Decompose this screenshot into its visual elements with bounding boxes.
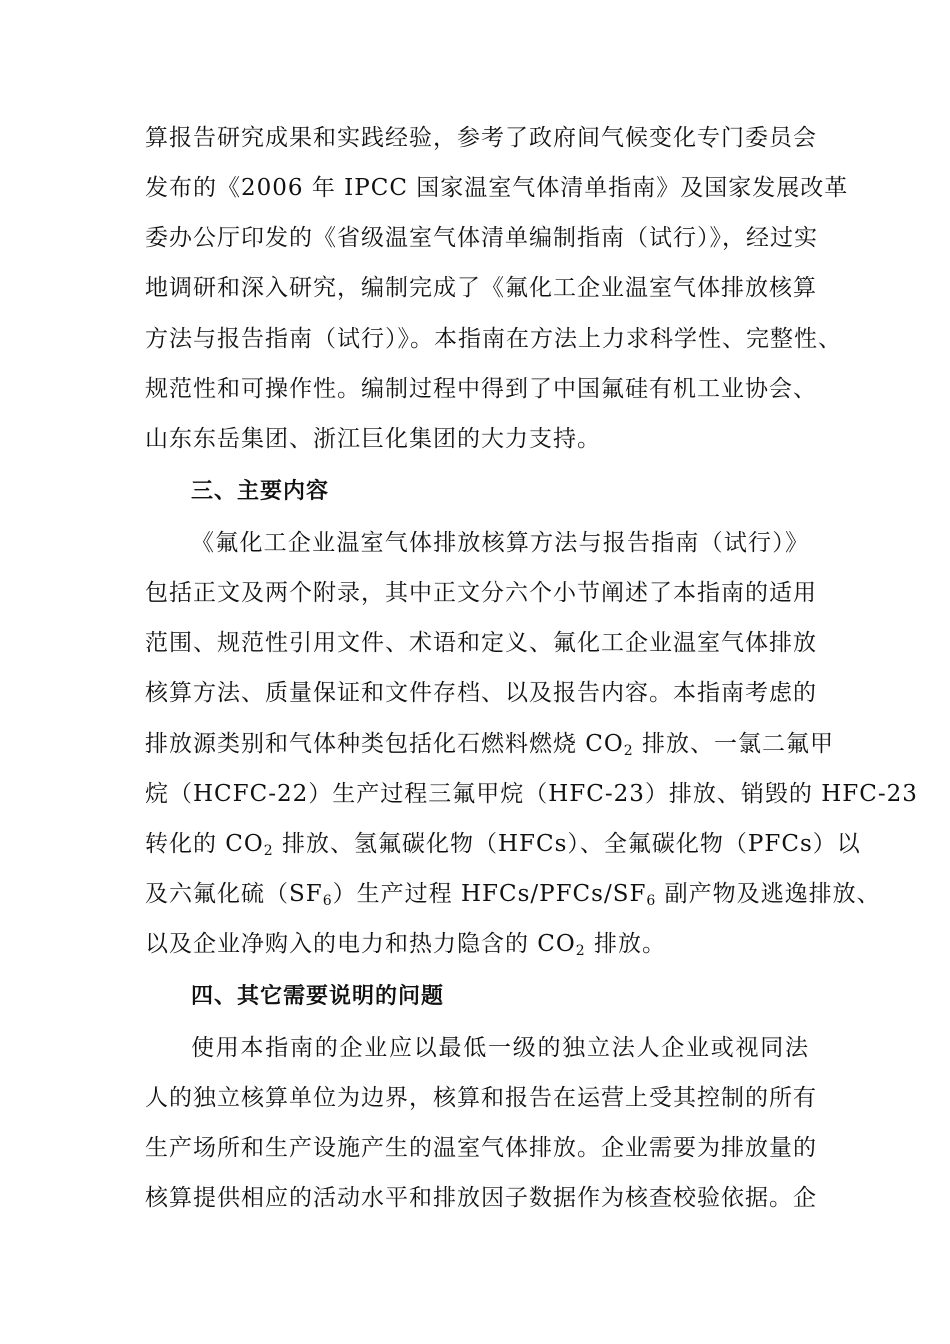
subscript: 2 [623, 743, 634, 759]
text-segment: 排放、一氯二氟甲 [633, 731, 834, 757]
paragraph-line: 包括正文及两个附录，其中正文分六个小节阐述了本指南的适用 [145, 580, 817, 606]
section-heading: 四、其它需要说明的问题 [191, 984, 445, 1009]
subscript: 6 [646, 893, 657, 909]
paragraph-line: 发布的《2006 年 IPCC 国家温室气体清单指南》及国家发展改革 [145, 175, 849, 201]
paragraph-line: 核算提供相应的活动水平和排放因子数据作为核查校验依据。企 [145, 1185, 817, 1211]
paragraph-line [145, 827, 861, 861]
paragraph-line: 算报告研究成果和实践经验，参考了政府间气候变化专门委员会 [145, 125, 817, 151]
text-segment: 以及企业净购入的电力和热力隐含的 CO [145, 931, 576, 957]
paragraph-line [145, 727, 834, 761]
paragraph-line: 规范性和可操作性。编制过程中得到了中国氟硅有机工业协会、 [145, 376, 817, 402]
paragraph-line: 人的独立核算单位为边界，核算和报告在运营上受其控制的所有 [145, 1085, 817, 1111]
paragraph-line: 《氟化工企业温室气体排放核算方法与报告指南（试行）》 [191, 530, 809, 556]
text-segment: 转化的 CO [145, 831, 264, 857]
subscript: 2 [575, 943, 586, 959]
paragraph-line: 山东东岳集团、浙江巨化集团的大力支持。 [145, 426, 601, 452]
paragraph-line: 使用本指南的企业应以最低一级的独立法人企业或视同法 [191, 1035, 809, 1061]
paragraph-line [145, 927, 809, 961]
text-segment: 排放。 [585, 931, 666, 957]
paragraph-line: 核算方法、质量保证和文件存档、以及报告内容。本指南考虑的 [145, 680, 817, 706]
paragraph-line [145, 877, 881, 911]
subscript: 6 [322, 893, 333, 909]
text-segment: 排放源类别和气体种类包括化石燃料燃烧 CO [145, 731, 624, 757]
paragraph-line: 范围、规范性引用文件、术语和定义、氟化工企业温室气体排放 [145, 630, 817, 656]
subscript: 2 [263, 843, 274, 859]
paragraph-line: 生产场所和生产设施产生的温室气体排放。企业需要为排放量的 [145, 1135, 817, 1161]
text-segment: 副产物及逃逸排放、 [656, 881, 881, 907]
paragraph-line: 委办公厅印发的《省级温室气体清单编制指南（试行）》，经过实 [145, 225, 818, 251]
section-heading: 三、主要内容 [191, 479, 330, 504]
text-segment: 及六氟化硫（SF [145, 881, 323, 907]
paragraph-line: 方法与报告指南（试行）》。本指南在方法上力求科学性、完整性、 [145, 326, 842, 352]
text-segment: ）生产过程 HFCs/PFCs/SF [332, 881, 647, 907]
text-segment: 排放、氢氟碳化物（HFCs）、全氟碳化物（PFCs）以 [273, 831, 861, 857]
paragraph-line: 地调研和深入研究，编制完成了《氟化工企业温室气体排放核算 [145, 275, 817, 301]
paragraph-line: 烷（HCFC-22）生产过程三氟甲烷（HFC-23）排放、销毁的 HFC-23 [145, 781, 918, 807]
